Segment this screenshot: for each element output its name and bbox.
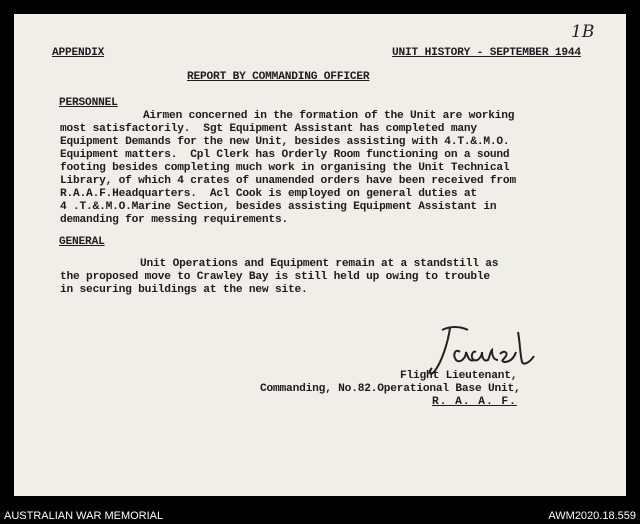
footer-accession-number: AWM2020.18.559 — [548, 510, 636, 522]
signature-unit: Commanding, No.82.Operational Base Unit, — [260, 383, 521, 395]
personnel-line-3: Equipment Demands for the new Unit, besides assisting with 4.T.&.M.O. — [60, 136, 510, 148]
signature-service: R. A. A. F. — [432, 396, 517, 408]
personnel-line-6: Library, of which 4 crates of unamended orders have been received from — [60, 175, 516, 187]
personnel-line-9: demanding for messing requirements. — [60, 214, 288, 226]
personnel-line-1: Airmen concerned in the formation of the Unit are working — [143, 110, 515, 122]
footer-institution: AUSTRALIAN WAR MEMORIAL — [4, 510, 164, 522]
personnel-line-2: most satisfactorily. Sgt Equipment Assistant has completed many — [60, 123, 477, 135]
general-line-1: Unit Operations and Equipment remain at a standstill as — [140, 258, 499, 270]
general-heading: GENERAL — [59, 236, 105, 248]
personnel-line-7: R.A.A.F.Headquarters. Acl Cook is employed on general duties at — [60, 188, 477, 200]
personnel-line-4: Equipment matters. Cpl Clerk has Orderly Room functioning on a sound — [60, 149, 510, 161]
signature-rank: Flight Lieutenant, — [400, 370, 518, 382]
page-mark: 1B — [571, 22, 595, 42]
appendix-label: APPENDIX — [52, 47, 105, 59]
general-line-2: the proposed move to Crawley Bay is still held up owing to trouble — [60, 271, 490, 283]
document-page — [14, 14, 626, 496]
general-line-3: in securing buildings at the new site. — [60, 284, 308, 296]
unit-history-label: UNIT HISTORY - SEPTEMBER 1944 — [392, 47, 581, 59]
personnel-line-5: footing besides completing much work in organising the Unit Technical — [60, 162, 510, 174]
personnel-line-8: 4 .T.&.M.O.Marine Section, besides assisting Equipment Assistant in — [60, 201, 497, 213]
report-title: REPORT BY COMMANDING OFFICER — [187, 71, 370, 83]
personnel-heading: PERSONNEL — [59, 97, 118, 109]
